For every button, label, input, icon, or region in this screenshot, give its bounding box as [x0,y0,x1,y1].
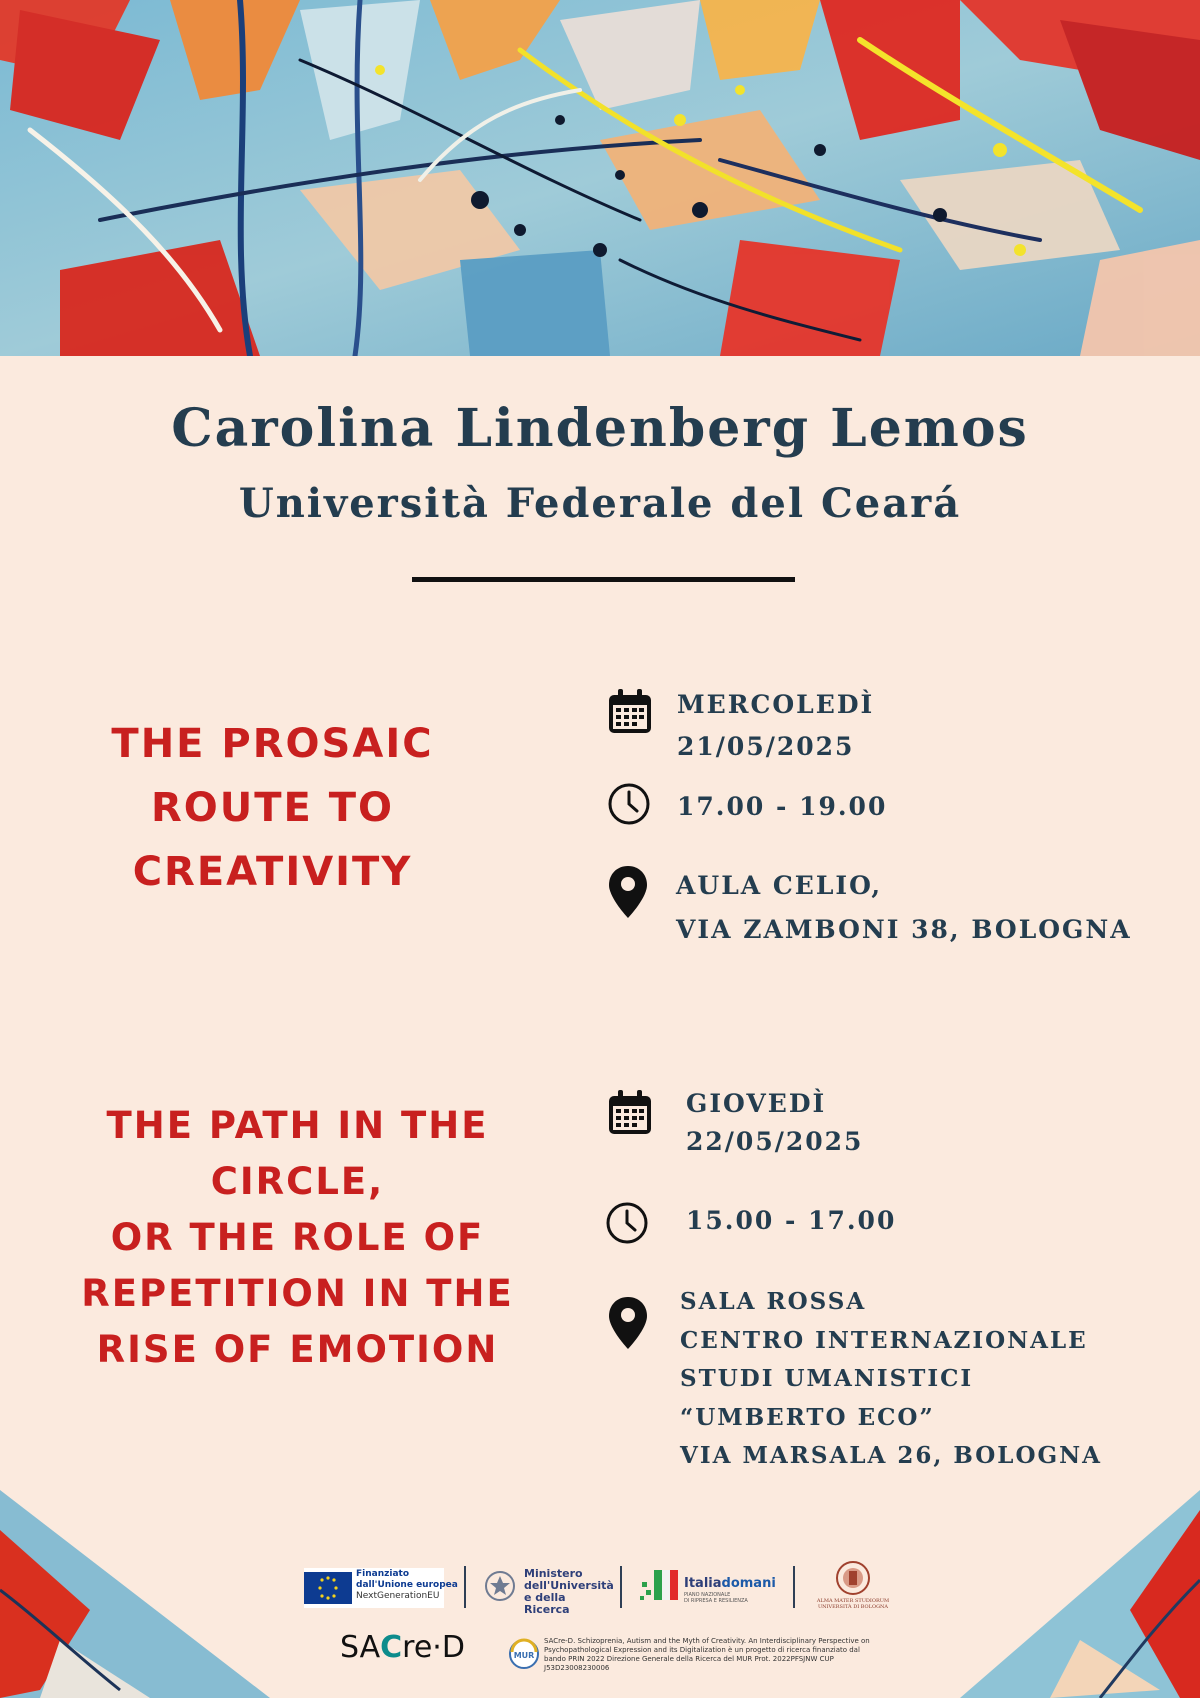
clock-icon [605,1201,649,1245]
italiadomani-flag-icon [640,1568,680,1604]
domani-word: domani [721,1576,776,1591]
mur-badge-label: MUR [513,1651,535,1660]
talk-title-line: THE PATH IN THE [106,1104,489,1147]
talk-title-line: THE PROSAIC [111,721,434,767]
location-line: VIA ZAMBONI 38, BOLOGNA [676,915,1132,944]
talk-title-line: ROUTE TO [150,785,395,831]
unibo-line: ALMA MATER STUDIORUM [816,1598,890,1604]
speaker-name: Carolina Lindenberg Lemos [171,398,1029,459]
location-line: SALA ROSSA [680,1288,867,1315]
calendar-icon [606,688,654,736]
event-2-date [686,1085,863,1161]
mur-badge-icon [508,1638,540,1670]
eu-line: Finanziato [356,1569,410,1579]
logo-separator [620,1566,622,1608]
mur-logo-text [524,1568,614,1616]
location-line: VIA MARSALA 26, BOLOGNA [680,1442,1102,1469]
talk-title-line: CIRCLE, [210,1160,385,1203]
unibo-line: UNIVERSITÀ DI BOLOGNA [817,1604,889,1610]
mur-line: dell'Università [524,1579,614,1592]
talk-title-line: OR THE ROLE OF [110,1216,485,1259]
italiadomani-subtitle [684,1592,748,1604]
mur-line: Ministero [524,1567,583,1580]
italiadomani-text [684,1576,776,1591]
event-time: 15.00 - 17.00 [686,1206,897,1235]
sacred-part: re·D [402,1630,465,1665]
italia-word: Italia [684,1576,722,1591]
italiadomani-sub-line: PIANO NAZIONALE [684,1592,731,1598]
talk-title-2 [60,1098,535,1378]
event-1-date [677,684,874,768]
location-line: AULA CELIO, [676,871,883,900]
logo-separator [464,1566,466,1608]
location-pin-icon [608,866,648,918]
corner-painting-left [0,1490,270,1698]
eu-logo [304,1568,458,1608]
mur-logo [484,1562,614,1616]
abstract-painting-banner [0,0,1200,356]
unibo-logo [803,1558,903,1614]
talk-title-line: RISE OF EMOTION [96,1328,499,1371]
sacred-part: SA [340,1630,381,1665]
italiadomani-sub-line: DI RIPRESA E RESILIENZA [684,1598,748,1604]
sacred-logo [340,1630,465,1665]
eu-flag-icon [304,1572,352,1604]
talk-title-1 [60,712,485,904]
location-line: STUDI UMANISTICI [680,1365,974,1392]
location-line: CENTRO INTERNAZIONALE [680,1326,1088,1354]
eu-logo-text [356,1569,458,1602]
location-pin-icon [608,1296,648,1350]
eu-line: dall'Unione europea [356,1580,458,1590]
corner-painting-right [960,1490,1200,1698]
event-date: 22/05/2025 [686,1127,864,1156]
unibo-text [803,1598,903,1610]
eu-line: NextGenerationEU [356,1591,440,1601]
clock-icon [607,782,651,826]
event-time: 17.00 - 19.00 [677,792,888,821]
speaker-affiliation: Università Federale del Ceará [238,480,962,527]
sacred-part: C [380,1630,403,1665]
divider [412,577,795,582]
event-2-location [680,1283,1102,1476]
calendar-icon [606,1089,654,1137]
talk-title-line: CREATIVITY [132,849,413,895]
event-day: MERCOLEDÌ [677,690,875,719]
talk-title-line: REPETITION IN THE [81,1272,514,1315]
event-date: 21/05/2025 [677,732,855,761]
mur-line: e della Ricerca [524,1591,570,1616]
location-line: “UMBERTO ECO” [680,1403,935,1431]
funding-credit: SACre-D. Schizoprenia, Autism and the Myth of Creativity. An Interdisciplinary Perspective on Psychopathological Expression and its Digitalization è un progetto di ricerca finanziato dal bando PRIN 2022 Direzione Generale della Ricerca del MUR Prot. 2022PFSJNW CUP J53D23008230006 [544,1637,870,1672]
event-1-location [676,864,1132,952]
unibo-seal-icon [835,1560,871,1596]
event-day: GIOVEDÌ [686,1089,827,1118]
logo-separator [793,1566,795,1608]
italiadomani-logo [640,1562,780,1612]
italian-emblem-icon [484,1570,516,1602]
funding-logos [300,1558,900,1618]
